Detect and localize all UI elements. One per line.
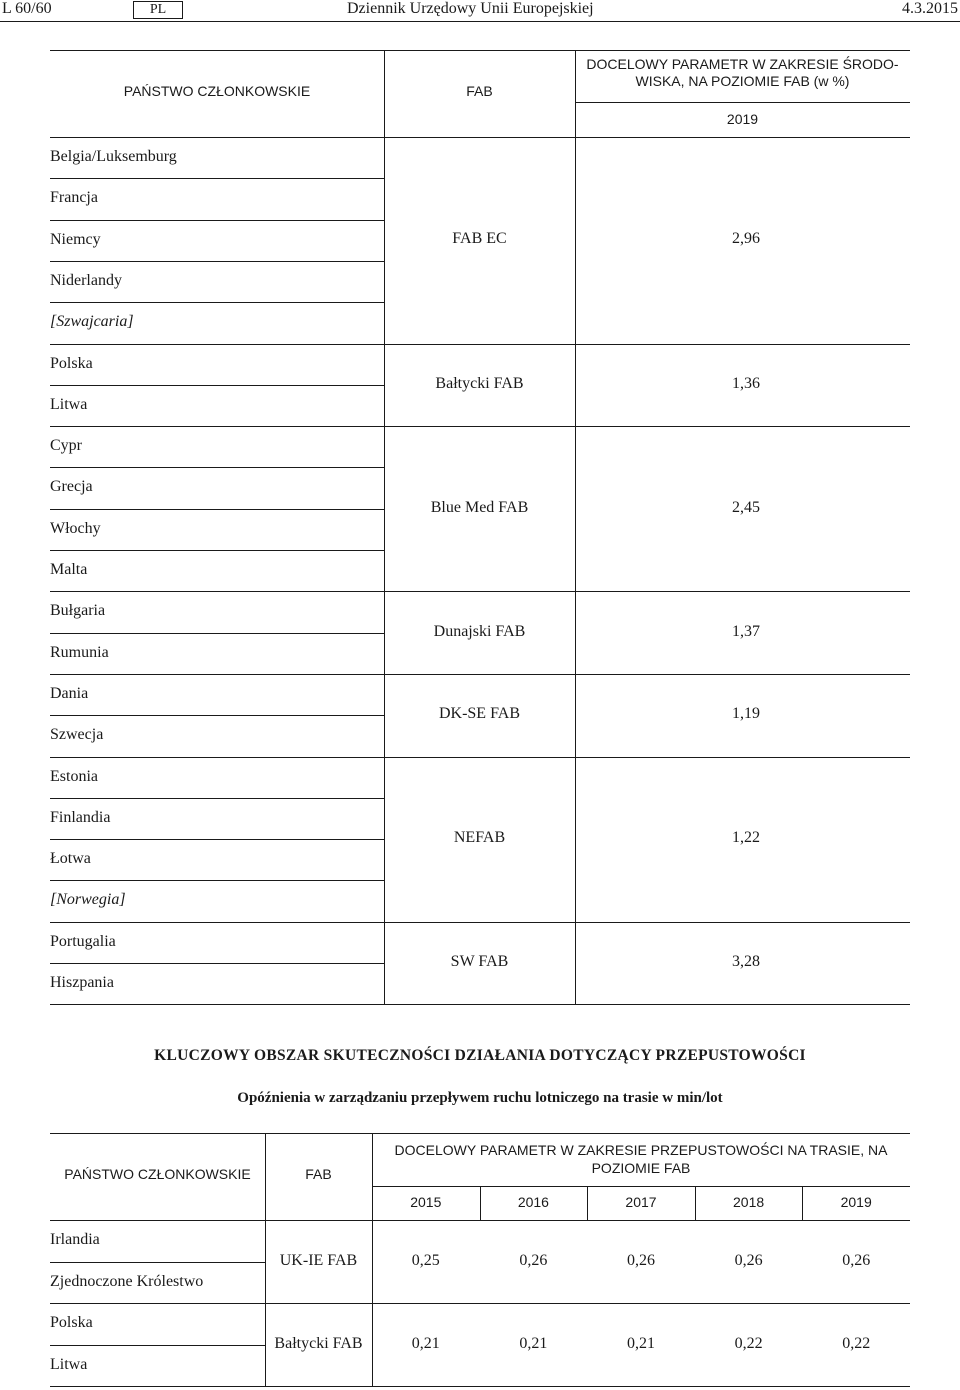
member-state-cell: Litwa: [50, 395, 88, 413]
table-rule: [50, 220, 384, 221]
table-rule: [50, 757, 910, 758]
language-box: PL: [133, 1, 183, 19]
column-header-year: 2018: [733, 1194, 765, 1210]
fab-name-cell: Bałtycki FAB: [435, 374, 524, 392]
target-value-cell: 0,21: [519, 1334, 548, 1352]
table-rule: [50, 1386, 910, 1387]
member-state-cell: Portugalia: [50, 932, 116, 950]
member-state-cell: Bułgaria: [50, 602, 106, 620]
target-value-cell: 0,22: [734, 1334, 763, 1352]
member-state-cell: Hiszpania: [50, 974, 114, 991]
member-state-cell: Polska: [50, 1314, 93, 1331]
target-value-cell: 0,26: [626, 1251, 655, 1269]
member-state-cell: Litwa: [50, 1355, 88, 1373]
section-title: KLUCZOWY OBSZAR SKUTECZNOŚCI DZIAŁANIA DOTYCZĄCY PRZEPUSTOWOŚCI: [154, 1047, 806, 1064]
column-header-year: 2017: [625, 1194, 657, 1210]
table-rule: [50, 591, 910, 592]
table-rule: [50, 137, 910, 138]
journal-title: Dziennik Urzędowy Unii Europejskiej: [347, 0, 594, 17]
table-rule: [50, 509, 384, 510]
fab-name-cell: DK-SE FAB: [438, 705, 521, 723]
column-header-year: 2019: [840, 1194, 872, 1210]
table-rule: [50, 467, 384, 468]
header-rule: [0, 21, 960, 22]
member-state-cell: Polska: [50, 354, 93, 372]
target-value-cell: 2,96: [732, 230, 760, 248]
page-header: [0, 0, 960, 22]
fab-name-cell: Bałtycki FAB: [274, 1334, 363, 1352]
member-state-cell: Finlandia: [50, 808, 111, 826]
column-header-fab: FAB: [305, 1166, 332, 1182]
member-state-cell: [Norwegia]: [50, 891, 126, 909]
table-rule: [50, 385, 384, 386]
table-rule: [50, 1004, 910, 1005]
column-header-fab: FAB: [466, 83, 493, 99]
member-state-cell: Irlandia: [50, 1231, 100, 1248]
member-state-cell: Włochy: [50, 519, 101, 537]
target-value-cell: 0,21: [411, 1334, 440, 1352]
member-state-cell: Niderlandy: [50, 271, 122, 289]
table-rule: [50, 1262, 265, 1263]
table-rule: [575, 102, 910, 103]
column-header-member-state: PAŃSTWO CZŁONKOWSKIE: [64, 1166, 251, 1182]
table-rule: [50, 715, 384, 716]
table-rule: [50, 426, 910, 427]
target-value-cell: 1,36: [732, 374, 760, 392]
member-state-cell: Francja: [50, 189, 98, 207]
table-rule: [50, 1345, 265, 1346]
target-value-cell: 1,19: [732, 705, 760, 723]
member-state-cell: Zjednoczone Królestwo: [50, 1272, 204, 1290]
member-state-cell: Dania: [50, 684, 89, 702]
table-rule: [50, 922, 910, 923]
column-header-member-state: PAŃSTWO CZŁONKOWSKIE: [123, 83, 311, 99]
table-rule: [50, 798, 384, 799]
table-rule: [50, 550, 384, 551]
column-header-year: 2016: [517, 1194, 549, 1210]
target-value-cell: 1,37: [732, 622, 760, 640]
table-rule: [50, 344, 910, 345]
target-value-cell: 0,26: [519, 1251, 548, 1269]
target-value-cell: 0,22: [842, 1334, 871, 1352]
table-rule: [50, 261, 384, 262]
column-header-year: 2019: [726, 111, 759, 127]
member-state-cell: Cypr: [50, 437, 82, 455]
table-column-rule: [384, 50, 385, 1005]
table-rule: [50, 674, 910, 675]
member-state-cell: [Szwajcaria]: [50, 313, 134, 331]
fab-name-cell: NEFAB: [453, 829, 506, 847]
member-state-cell: Łotwa: [50, 850, 91, 868]
table-rule: [50, 50, 910, 51]
member-state-cell: Belgia/Luksemburg: [50, 148, 177, 165]
column-header-target: DOCELOWY PARAMETR W ZAKRESIE PRZEPUSTOWOŚCI NA TRASIE, NA POZIOMIE FAB: [394, 1142, 888, 1176]
fab-name-cell: Blue Med FAB: [430, 498, 529, 516]
table-rule: [50, 963, 384, 964]
target-value-cell: 0,26: [734, 1251, 763, 1269]
table-rule: [50, 178, 384, 179]
table-rule: [50, 1220, 910, 1221]
target-value-cell: 0,21: [626, 1334, 655, 1352]
page-number: L 60/60: [2, 0, 52, 17]
table-rule: [50, 880, 384, 881]
publication-date: 4.3.2015: [902, 0, 958, 17]
table-column-rule: [575, 50, 576, 1005]
table-rule: [50, 633, 384, 634]
table-rule: [50, 839, 384, 840]
target-value-cell: 0,25: [411, 1251, 440, 1269]
table-rule: [50, 1133, 910, 1134]
table-rule: [372, 1186, 910, 1187]
fab-name-cell: SW FAB: [450, 953, 509, 970]
table-rule: [50, 302, 384, 303]
target-value-cell: 1,22: [732, 829, 760, 847]
target-value-cell: 3,28: [732, 953, 760, 970]
table-rule: [50, 1303, 910, 1304]
member-state-cell: Szwecja: [50, 726, 104, 744]
section-subtitle: Opóźnienia w zarządzaniu przepływem ruchu lotniczego na trasie w min/lot: [237, 1090, 723, 1106]
column-header-year: 2015: [410, 1194, 442, 1210]
fab-name-cell: Dunajski FAB: [433, 622, 526, 640]
fab-name-cell: FAB EC: [452, 230, 507, 248]
target-value-cell: 2,45: [732, 498, 760, 516]
target-value-cell: 0,26: [842, 1251, 871, 1269]
member-state-cell: Malta: [50, 561, 88, 578]
fab-name-cell: UK-IE FAB: [279, 1251, 358, 1269]
member-state-cell: Rumunia: [50, 643, 109, 661]
member-state-cell: Niemcy: [50, 230, 101, 248]
member-state-cell: Estonia: [50, 767, 98, 785]
member-state-cell: Grecja: [50, 478, 93, 496]
column-header-target: DOCELOWY PARAMETR W ZAKRESIE ŚRODO-WISKA, NA POZIOMIE FAB (w %): [586, 56, 899, 89]
